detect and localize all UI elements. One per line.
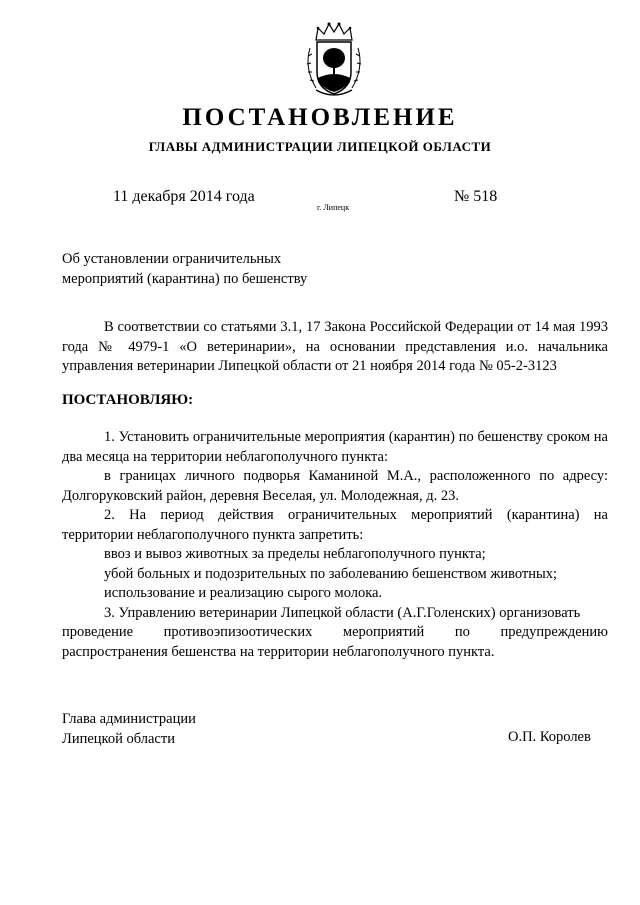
document-date: 11 декабря 2014 года (113, 188, 255, 205)
subject-line: Об установлении ограничительных (62, 251, 282, 267)
clause-2-item: использование и реализацию сырого молока. (104, 585, 383, 601)
signatory-title-line: Глава администрации (62, 711, 196, 727)
clause-2-item: ввоз и вывоз животных за пределы неблагополучного пункта; (104, 546, 486, 562)
preamble-paragraph: В соответствии со статьями 3.1, 17 Закона Российской Федерации от 14 мая 1993 года № 4979-1 «О ветеринарии», на основании представления и.о. начальника управления ветеринарии Липецкой области от 21 ноября 2014 года № 05-2-3123 (62, 319, 608, 374)
document-subtitle: ГЛАВЫ АДМИНИСТРАЦИИ ЛИПЕЦКОЙ ОБЛАСТИ (148, 139, 492, 154)
clause-1-detail: в границах личного подворья Каманиной М.А., расположенного по адресу: Долгоруковский район, деревня Веселая, ул. Молодежная, д. 23. (62, 468, 608, 504)
clause-3-continuation: распространения бешенства на территории неблагополучного пункта. (62, 643, 495, 660)
subject-line: мероприятий (карантина) по бешенству (62, 271, 308, 287)
signatory-title-line: Липецкой области (62, 730, 175, 747)
coat-of-arms-icon (302, 20, 366, 98)
clause-2: 2. На период действия ограничительных мероприятий (карантина) на территории неблагополучного пункта запретить: (62, 507, 608, 543)
decree-body (62, 428, 608, 662)
signatory-title (62, 710, 196, 749)
clause-2-item: убой больных и подозрительных по заболеванию бешенством животных; (104, 565, 558, 582)
decree-heading: ПОСТАНОВЛЯЮ: (62, 392, 194, 408)
clause-3-continuation: проведение противоэпизоотических мероприятий по предупреждению (62, 624, 608, 640)
document-title: ПОСТАНОВЛЕНИЕ (182, 104, 458, 131)
signatory-name: О.П. Королев (508, 729, 591, 745)
clause-1: 1. Установить ограничительные мероприятия (карантин) по бешенству сроком на два месяца на территории неблагополучного пункта: (62, 429, 608, 465)
clause-3: 3. Управлению ветеринарии Липецкой области (А.Г.Голенских) организовать (104, 604, 581, 621)
document-city: г. Липецк (317, 203, 350, 212)
document-subject (62, 249, 307, 289)
document-number: № 518 (454, 188, 498, 205)
